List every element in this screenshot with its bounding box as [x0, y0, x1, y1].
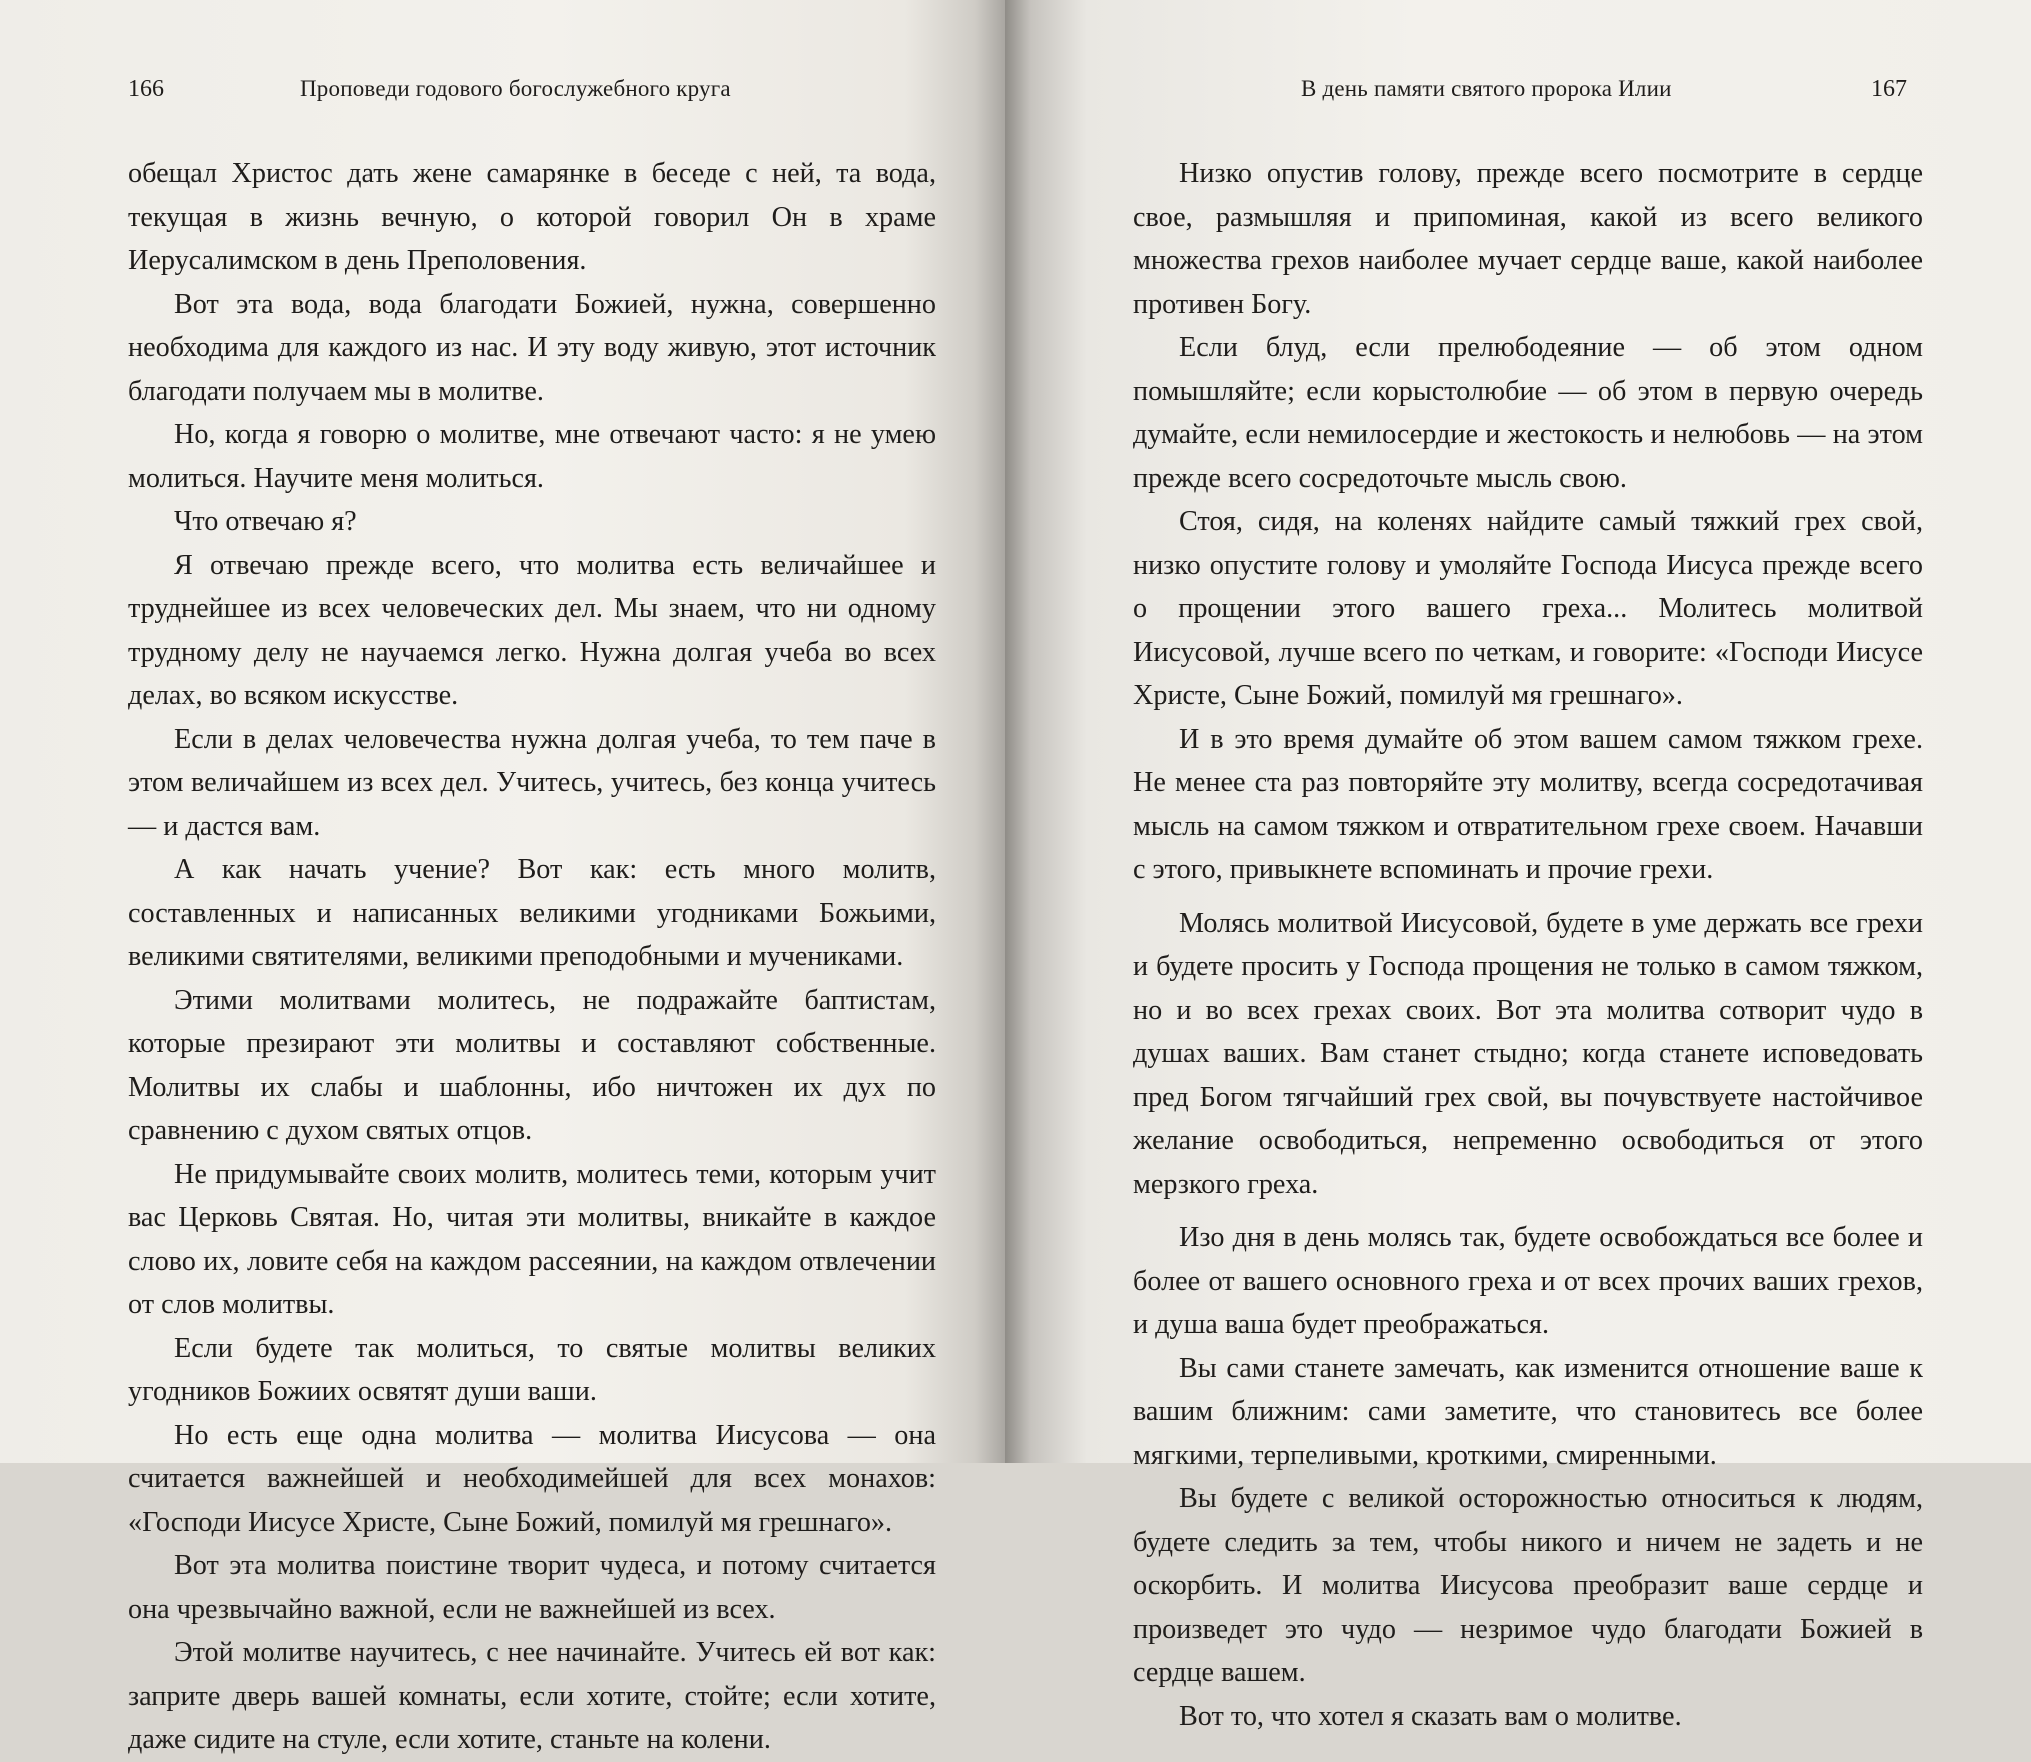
- right-page-number: 167: [1871, 76, 1907, 102]
- paragraph: Что отвечаю я?: [174, 506, 357, 537]
- left-page-number: 166: [128, 76, 164, 102]
- paragraph: Если в делах человечества нужна долгая учеба, то тем паче в этом величайшем из всех дел. Учитесь, учитесь, без конца учитесь — и дастся вам.: [128, 723, 936, 842]
- paragraph: Низко опустив голову, прежде всего посмотрите в сердце свое, размышляя и припоминая, какой из всего великого множества грехов наиболее мучает сердце ваше, какой наиболее противен Богу.: [1133, 158, 1923, 320]
- paragraph: Вот эта вода, вода благодати Божией, нужна, совершенно необходима для каждого из нас. И эту воду живую, этот источник благодати получаем мы в молитве.: [128, 288, 936, 407]
- paragraph: Этими молитвами молитесь, не подражайте баптистам, которые презирают эти молитвы и составляют собственные. Молитвы их слабы и шаблонны, ибо ничтожен их дух по сравнению с духом святых отцов.: [128, 984, 936, 1146]
- paragraph: обещал Христос дать жене самарянке в беседе с ней, та вода, текущая в жизнь вечную, о которой говорил Он в храме Иерусалимском в день Преполовения.: [128, 158, 936, 276]
- left-page: [0, 0, 1005, 1755]
- right-text-block: [1133, 152, 1923, 1738]
- paragraph: Вы сами станете замечать, как изменится отношение ваше к вашим ближним: сами заметите, что становитесь все более мягкими, терпеливыми, кроткими, смиренными.: [1133, 1352, 1923, 1471]
- left-text-block: [128, 152, 936, 1762]
- paragraph: Но есть еще одна молитва — молитва Иисусова — она считается важнейшей и необходимейшей для всех монахов: «Господи Иисусе Христе, Сыне Божий, помилуй мя грешнаго».: [128, 1419, 936, 1538]
- right-page: [1005, 0, 2031, 1732]
- paragraph: И в это время думайте об этом вашем самом тяжком грехе. Не менее ста раз повторяйте эту молитву, всегда сосредотачивая мысль на самом тяжком и отвратительном грехе своем. Начавши с этого, привыкнете вспоминать и прочие грехи.: [1133, 723, 1923, 885]
- left-running-head: Проповеди годового богослужебного круга: [300, 76, 731, 101]
- paragraph: Стоя, сидя, на коленях найдите самый тяжкий грех свой, низко опустите голову и умоляйте Господа Иисуса прежде всего о прощении этого вашего греха... Молитесь молитвой Иисусовой, лучше всего по четкам, и говорите: «Господи Иисусе Христе, Сыне Божий, помилуй мя грешнаго».: [1133, 506, 1923, 711]
- right-running-head: В день памяти святого пророка Илии: [1301, 76, 1672, 101]
- paragraph: Этой молитве научитесь, с нее начинайте. Учитесь ей вот как: заприте дверь вашей комнаты, если хотите, стойте; если хотите, даже сидите на стуле, если хотите, станьте на колени.: [128, 1637, 936, 1755]
- paragraph: Не придумывайте своих молитв, молитесь теми, которым учит вас Церковь Святая. Но, читая эти молитвы, вникайте в каждое слово их, ловите себя на каждом рассеянии, на каждом отвлечении от слов молитвы.: [128, 1158, 936, 1320]
- paragraph: Вот то, что хотел я сказать вам о молитве.: [1179, 1700, 1682, 1732]
- paragraph: Вы будете с великой осторожностью относиться к людям, будете следить за тем, чтобы никого и ничем не задеть и не оскорбить. И молитва Иисусова преобразит ваше сердце и произведет это чудо — незримое чудо благодати Божией в сердце вашем.: [1133, 1483, 1923, 1688]
- paragraph: Изо дня в день молясь так, будете освобождаться все более и более от вашего основного греха и от всех прочих ваших грехов, и душа ваша будет преображаться.: [1133, 1222, 1923, 1340]
- paragraph: А как начать учение? Вот как: есть много молитв, составленных и написанных великими угодниками Божьими, великими святителями, великими преподобными и мучениками.: [128, 854, 936, 972]
- paragraph: Если будете так молиться, то святые молитвы великих угодников Божиих освятят души ваши.: [128, 1332, 936, 1407]
- paragraph: Но, когда я говорю о молитве, мне отвечают часто: я не умею молиться. Научите меня молиться.: [128, 419, 936, 494]
- paragraph: Если блуд, если прелюбодеяние — об этом одном помышляйте; если корыстолюбие — об этом в первую очередь думайте, если немилосердие и жестокость и нелюбовь — на этом прежде всего сосредоточьте мысль свою.: [1133, 332, 1923, 494]
- paragraph: Я отвечаю прежде всего, что молитва есть величайшее и труднейшее из всех человеческих дел. Мы знаем, что ни одному трудному делу не научаемся легко. Нужна долгая учеба во всех делах, во всяком искусстве.: [128, 549, 936, 711]
- paragraph: Вот эта молитва поистине творит чудеса, и потому считается она чрезвычайно важной, если не важнейшей из всех.: [128, 1550, 936, 1625]
- paragraph: Молясь молитвой Иисусовой, будете в уме держать все грехи и будете просить у Господа прощения не только в самом тяжком, но и во всех грехах своих. Вот эта молитва сотворит чудо в душах ваших. Вам станет стыдно; когда станете исповедовать пред Богом тягчайший грех свой, вы почувствуете настойчивое желание освободиться, непременно освободиться от этого мерзкого греха.: [1133, 907, 1923, 1200]
